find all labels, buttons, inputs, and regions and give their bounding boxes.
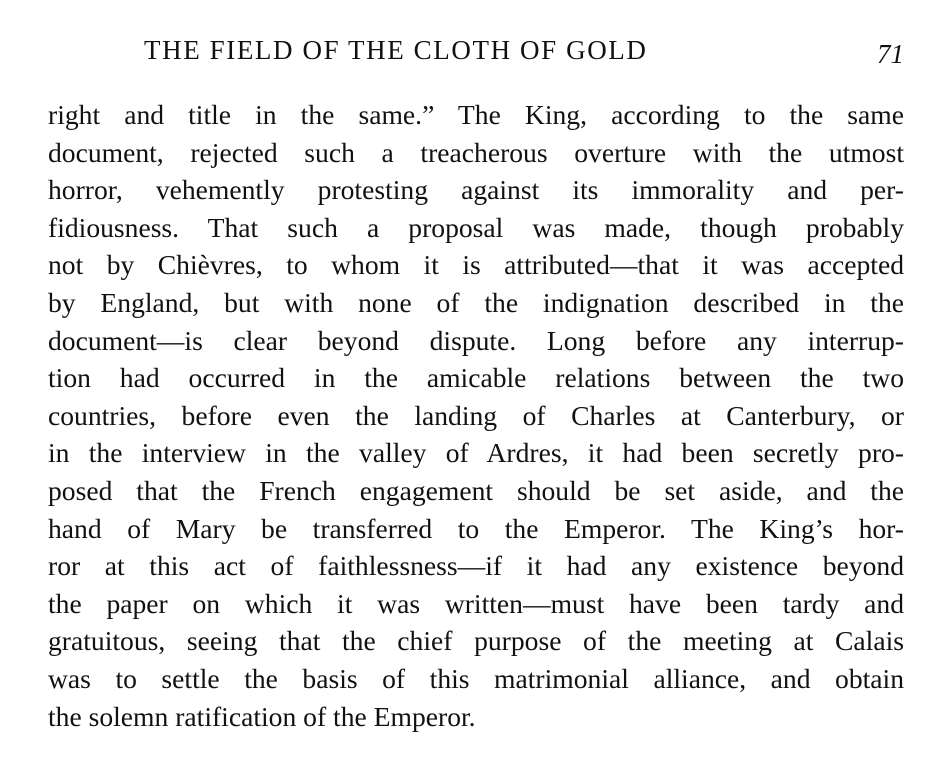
text-line: document, rejected such a treacherous overture with the utmost [48,136,904,168]
text-line: was to settle the basis of this matrimonial alliance, and obtain [48,662,904,694]
text-line: ror at this act of faithlessness—if it had any existence beyond [48,550,904,582]
text-line: horror, vehemently protesting against its immorality and per- [48,174,904,206]
text-line: hand of Mary be transferred to the Emperor. The King’s hor- [48,512,904,544]
text-line: gratuitous, seeing that the chief purpose of the meeting at Calais [48,625,904,657]
body-text [48,96,904,735]
text-line: the solemn ratification of the Emperor. [48,700,476,732]
text-line: posed that the French engagement should be set aside, and the [48,474,904,506]
text-line: not by Chièvres, to whom it is attributed—that it was accepted [48,249,904,281]
running-head [48,30,904,70]
page-number: 71 [877,39,904,69]
text-line: countries, before even the landing of Charles at Canterbury, or [48,399,904,431]
text-line: the paper on which it was written—must have been tardy and [48,587,904,619]
text-line: right and title in the same.” The King, according to the same [48,99,904,130]
running-title: THE FIELD OF THE CLOTH OF GOLD [144,35,648,65]
text-line: by England, but with none of the indignation described in the [48,286,904,318]
text-line: tion had occurred in the amicable relations between the two [48,362,904,394]
text-line: in the interview in the valley of Ardres, it had been secretly pro- [48,437,904,469]
text-line: fidiousness. That such a proposal was made, though probably [48,211,904,243]
text-line: document—is clear beyond dispute. Long before any interrup- [48,324,904,356]
